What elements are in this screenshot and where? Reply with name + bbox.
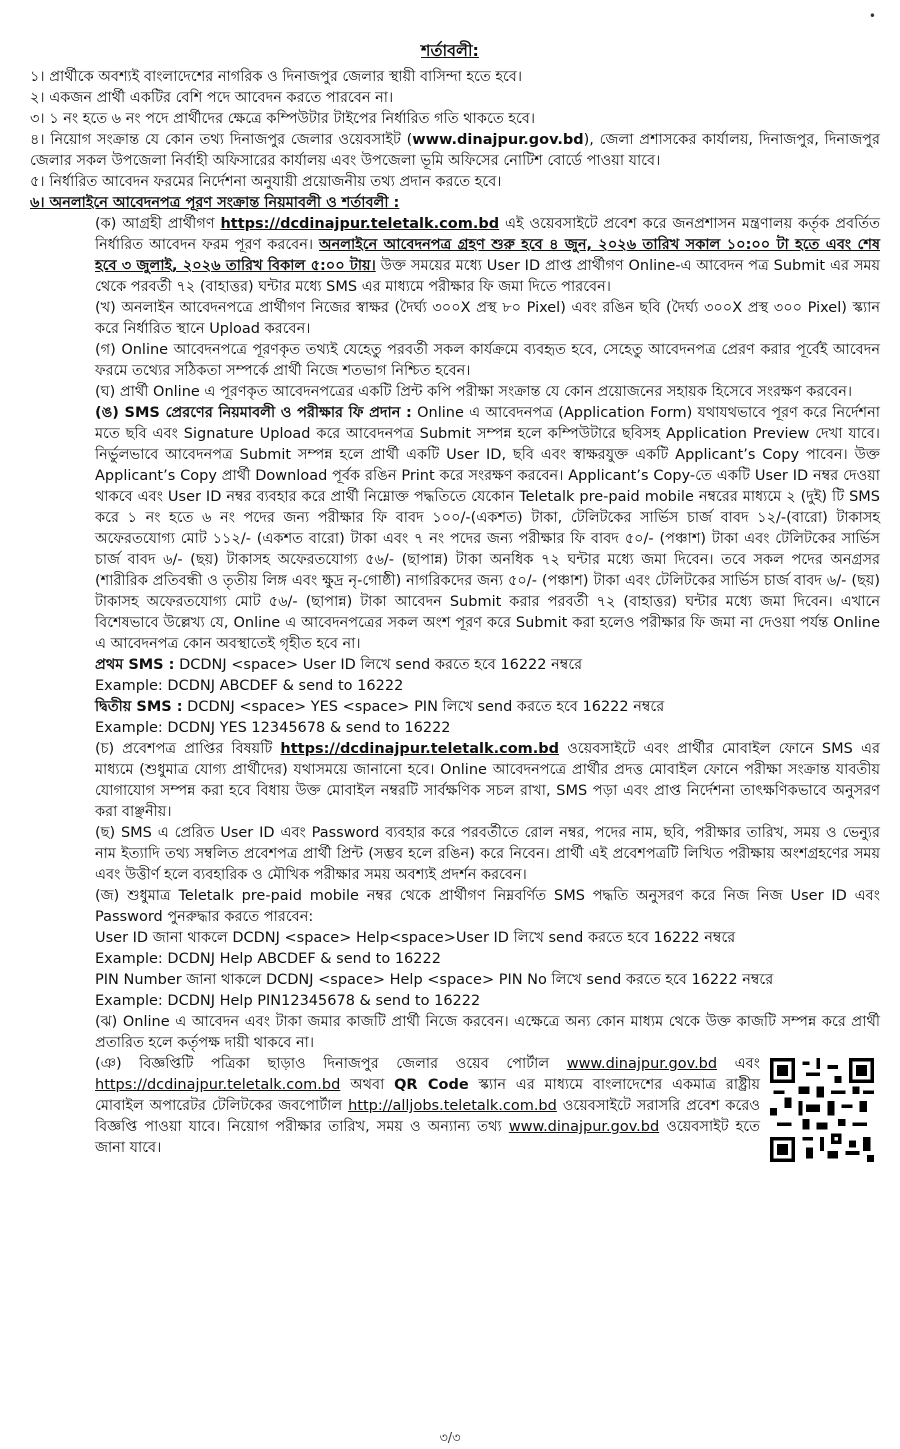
first-sms-text: DCDNJ <space> User ID লিখে send করতে হবে 16222 নম্বরে bbox=[174, 657, 583, 673]
condition-4-text-b: ), জেলা প্রশাসকের কার্যালয়, দিনাজপুর, দিনাজপুর জেলার সকল উপজেলা নির্বাহী অফিসারের কার্যালয় এবং উপজেলা ভূমি অফিসের নোটিশ বোর্ডে পাওয়া যাবে। bbox=[30, 132, 880, 169]
rule-nya-text-e: ওয়েবসাইটে সরাসরি প্রবেশ করেও বিজ্ঞপ্তি পাওয়া যাবে। নিয়োগ পরীক্ষার তারিখ, সময় ও অন্যান্য তথ্য bbox=[95, 1098, 760, 1135]
qr-code-label: QR Code bbox=[394, 1077, 469, 1093]
rule-nya-text-c: অথবা bbox=[340, 1077, 395, 1093]
second-sms bbox=[0, 697, 900, 718]
rule-ka bbox=[0, 214, 900, 298]
condition-4 bbox=[0, 130, 900, 172]
rule-nya-block bbox=[0, 1054, 900, 1159]
recover-user-id: User ID জানা থাকলে DCDNJ <space> Help<space>User ID লিখে send করতে হবে 16222 নম্বরে bbox=[95, 930, 736, 946]
condition-5: ৫। নির্ধারিত আবেদন ফরমের নির্দেশনা অনুযায়ী প্রয়োজনীয় তথ্য প্রদান করতে হবে। bbox=[30, 174, 502, 190]
first-sms-example: Example: DCDNJ ABCDEF & send to 16222 bbox=[95, 678, 404, 694]
rule-ka-text-c: উক্ত সময়ের মধ্যে User ID প্রাপ্ত প্রার্থীগণ Online-এ আবেদন পত্র Submit এর সময় থেকে পরবর্তী ৭২ (বাহাত্তর) ঘন্টার মধ্যে SMS এর মাধ্যমে পরীক্ষার ফি জমা দিতে পারবেন। bbox=[95, 258, 880, 295]
page-number: ৩/৩ bbox=[439, 1431, 461, 1446]
rule-ga: (গ) Online আবেদনপত্রে পূরণকৃত তথ্যই যেহেতু পরবর্তী সকল কার্যক্রমে ব্যবহৃত হবে, সেহেতু আবেদনপত্র প্রেরণ করার পূর্বেই আবেদন ফরমে তথ্যের সঠিকতা সম্পর্কে প্রার্থী নিজে শতভাগ নিশ্চিত হবেন। bbox=[95, 342, 880, 379]
rule-cha-text-b: ওয়েবসাইটে এবং প্রার্থীর মোবাইল ফোনে SMS এর মাধ্যমে (শুধুমাত্র যোগ্য প্রার্থীদের) যথাসময়ে জানানো হবে। Online আবেদনপত্রে প্রার্থীর প্রদত্ত মোবাইল ফোনে পরীক্ষা সংক্রান্ত যাবতীয় যোগাযোগ সম্পন্ন করা হবে বিধায় উক্ত মোবাইল নম্বরটি সার্বক্ষণিক সচল রাখা, SMS পড়া এবং প্রাপ্ত নির্দেশনা তাৎক্ষণিকভাবে অনুসরণ করা বাঞ্ছনীয়। bbox=[95, 741, 880, 820]
alljobs-link[interactable]: http://alljobs.teletalk.com.bd bbox=[348, 1098, 557, 1114]
recover-user-id-example: Example: DCDNJ Help ABCDEF & send to 16222 bbox=[95, 951, 441, 967]
rule-nya bbox=[0, 1054, 900, 1159]
teletalk-link-ka[interactable]: https://dcdinajpur.teletalk.com.bd bbox=[220, 216, 500, 232]
rule-nya-text-b: এবং bbox=[717, 1056, 760, 1072]
condition-3: ৩। ১ নং হতে ৬ নং পদে প্রার্থীদের ক্ষেত্রে কম্পিউটার টাইপের নির্ধারিত গতি থাকতে হবে। bbox=[30, 111, 536, 127]
rule-chha: (ছ) SMS এ প্রেরিত User ID এবং Password ব্যবহার করে পরবর্তীতে রোল নম্বর, পদের নাম, ছবি, পরীক্ষার তারিখ, সময় ও ভেন্যুর নাম ইত্যাদি তথ্য সম্বলিত প্রবেশপত্র প্রার্থী প্রিন্ট (সম্ভব হলে রঙিন) করে নিবেন। প্রার্থী এই প্রবেশপত্রটি লিখিত পরীক্ষায় অংশগ্রহণের সময় এবং উত্তীর্ণ হলে ব্যবহারিক ও মৌখিক পরীক্ষার সময় অবশ্যই প্রদর্শন করবেন। bbox=[95, 825, 880, 883]
page-title: শর্তাবলী: bbox=[421, 41, 479, 60]
rule-gha: (ঘ) প্রার্থী Online এ পূরণকৃত আবেদনপত্রের একটি প্রিন্ট কপি পরীক্ষা সংক্রান্ত যে কোন প্রয়োজনের সহায়ক হিসেবে সংরক্ষণ করবেন। bbox=[95, 384, 853, 400]
second-sms-example: Example: DCDNJ YES 12345678 & send to 16222 bbox=[95, 720, 451, 736]
rule-nga bbox=[0, 403, 900, 655]
rule-kha: (খ) অনলাইন আবেদনপত্রে প্রার্থীগণ নিজের স্বাক্ষর (দৈর্ঘ্য ৩০০X প্রস্থ ৮০ Pixel) এবং রঙিন ছবি (দৈর্ঘ্য ৩০০X প্রস্থ ৩০০ Pixel) স্ক্যান করে নির্ধারিত স্থানে Upload করবেন। bbox=[95, 300, 880, 337]
dinajpur-gov-link[interactable]: www.dinajpur.gov.bd bbox=[412, 132, 584, 148]
corner-mark: • bbox=[868, 9, 876, 23]
rule-ja: (জ) শুধুমাত্র Teletalk pre-paid mobile নম্বর থেকে প্রার্থীগণ নিম্নবর্ণিত SMS পদ্ধতি অনুসরণ করে নিজ নিজ User ID এবং Password পুনরুদ্ধার করতে পারবেন: bbox=[95, 888, 880, 925]
condition-4-text-a: ৪। নিয়োগ সংক্রান্ত যে কোন তথ্য দিনাজপুর জেলার ওয়েবসাইট ( bbox=[30, 132, 413, 148]
first-sms bbox=[0, 655, 900, 676]
condition-1: ১। প্রার্থীকে অবশ্যই বাংলাদেশের নাগরিক ও দিনাজপুর জেলার স্থায়ী বাসিন্দা হতে হবে। bbox=[30, 69, 523, 85]
rule-ka-text-a: (ক) আগ্রহী প্রার্থীগণ bbox=[95, 216, 221, 232]
rule-cha-text-a: (চ) প্রবেশপত্র প্রাপ্তির বিষয়টি bbox=[95, 741, 281, 757]
condition-6-heading: ৬। অনলাইনে আবেদনপত্র পূরণ সংক্রান্ত নিয়মাবলী ও শর্তাবলী : bbox=[30, 195, 400, 211]
first-sms-label: প্রথম SMS : bbox=[95, 657, 175, 673]
rule-nya-text-a: (ঞ) বিজ্ঞপ্তিটি পত্রিকা ছাড়াও দিনাজপুর জেলার ওয়েব পোর্টাল bbox=[95, 1056, 567, 1072]
qr-code-icon[interactable] bbox=[770, 1058, 874, 1162]
condition-2: ২। একজন প্রার্থী একটির বেশি পদে আবেদন করতে পারবেন না। bbox=[30, 90, 394, 106]
rule-nga-heading: (ঙ) SMS প্রেরণের নিয়মাবলী ও পরীক্ষার ফি প্রদান : bbox=[95, 405, 412, 421]
second-sms-text: DCDNJ <space> YES <space> PIN লিখে send করতে হবে 16222 নম্বরে bbox=[182, 699, 665, 715]
dinajpur-portal-link[interactable]: www.dinajpur.gov.bd bbox=[566, 1056, 718, 1072]
recover-pin-example: Example: DCDNJ Help PIN12345678 & send to 16222 bbox=[95, 993, 481, 1009]
recover-pin: PIN Number জানা থাকলে DCDNJ <space> Help <space> PIN No লিখে send করতে হবে 16222 নম্বরে bbox=[95, 972, 774, 988]
rule-nya-text-f: ওয়েবসাইট হতে জানা যাবে। bbox=[95, 1119, 760, 1156]
rule-cha bbox=[0, 739, 900, 823]
rule-nya-text-d: স্ক্যান এর মাধ্যমে বাংলাদেশের একমাত্র রাষ্ট্রীয় মোবাইল অপারেটর টেলিটকের জবপোর্টাল bbox=[95, 1077, 760, 1114]
second-sms-label: দ্বিতীয় SMS : bbox=[95, 699, 183, 715]
rule-nga-text: Online এ আবেদনপত্র (Application Form) যথাযথভাবে পূরণ করে নির্দেশনা মতে ছবি এবং Signature Upload করে আবেদনপত্র Submit সম্পন্ন হলে কম্পিউটারে ছবিসহ Application Preview দেখা যাবে। নির্ভুলভাবে আবেদনপত্র Submit সম্পন্ন হলে প্রার্থী একটি User ID, ছবি এবং স্বাক্ষরযুক্ত একটি Applicant’s Copy পাবেন। উক্ত Applicant’s Copy প্রার্থী Download পূর্বক রঙিন Print করে সংরক্ষণ করবেন। Applicant’s Copy-তে একটি User ID নম্বর দেওয়া থাকবে এবং User ID নম্বর ব্যবহার করে প্রার্থী নিম্নোক্ত পদ্ধতিতে যেকোন Teletalk pre-paid mobile নম্বরের মাধ্যমে ২ (দুই) টি SMS করে ১ নং হতে ৬ নং পদের জন্য পরীক্ষার ফি বাবদ ১০০/-(একশত) টাকা, টেলিটকের সার্ভিস চার্জ বাবদ ১২/-(বারো) টাকাসহ অফেরতযোগ্য মোট ১১২/- (একশত বারো) টাকা এবং ৭ নং পদের জন্য পরীক্ষার ফি বাবদ ৫০/- (পঞ্চাশ) টাকা এবং টেলিটকের সার্ভিস চার্জ বাবদ ৬/- (ছয়) টাকাসহ অফেরতযোগ্য ৫৬/- (ছাপান্ন) টাকা অনধিক ৭২ ঘন্টার মধ্যে জমা দিবেন। তবে সকল পদের অনগ্রসর (শারীরিক প্রতিবন্ধী ও তৃতীয় লিঙ্গ এবং ক্ষুদ্র নৃ-গোষ্ঠী) নাগরিকদের জন্য ৫০/- (পঞ্চাশ) টাকা এবং টেলিটকের সার্ভিস চার্জ বাবদ ৬/- (ছয়) টাকাসহ অফেরতযোগ্য মোট ৫৬/- (ছাপান্ন) টাকা আবেদন Submit করার পরবর্তী ৭২ (বাহাত্তর) ঘন্টার মধ্যে জমা দিবেন। এখানে বিশেষভাবে উল্লেখ্য যে, Online এ আবেদনপত্রের সকল অংশ পূরণ করে Submit করা হলেও পরীক্ষার ফি জমা না দেওয়া পর্যন্ত Online এ আবেদনপত্র কোন অবস্থাতেই গৃহীত হবে না। bbox=[95, 405, 880, 652]
teletalk-link-nya[interactable]: https://dcdinajpur.teletalk.com.bd bbox=[95, 1077, 341, 1093]
rule-jha: (ঝ) Online এ আবেদন এবং টাকা জমার কাজটি প্রার্থী নিজে করবেন। এক্ষেত্রে অন্য কোন মাধ্যম থেকে উক্ত কাজটি সম্পন্ন করে প্রার্থী প্রতারিত হলে কর্তৃপক্ষ দায়ী থাকবে না। bbox=[95, 1014, 880, 1051]
rule-ka-text-b: এই ওয়েবসাইটে প্রবেশ করে জনপ্রশাসন মন্ত্রণালয় কর্তৃক প্রবর্তিত নির্ধারিত আবেদন ফরম পূরণ করবেন। bbox=[95, 216, 880, 253]
dinajpur-info-link[interactable]: www.dinajpur.gov.bd bbox=[508, 1119, 660, 1135]
application-window: অনলাইনে আবেদনপত্র গ্রহণ শুরু হবে ৪ জুন, ২০২৬ তারিখ সকাল ১০:০০ টা হতে এবং শেষ হবে ৩ জুলাই, ২০২৬ তারিখ বিকাল ৫:০০ টায়। bbox=[95, 237, 880, 274]
teletalk-link-cha[interactable]: https://dcdinajpur.teletalk.com.bd bbox=[280, 741, 560, 757]
